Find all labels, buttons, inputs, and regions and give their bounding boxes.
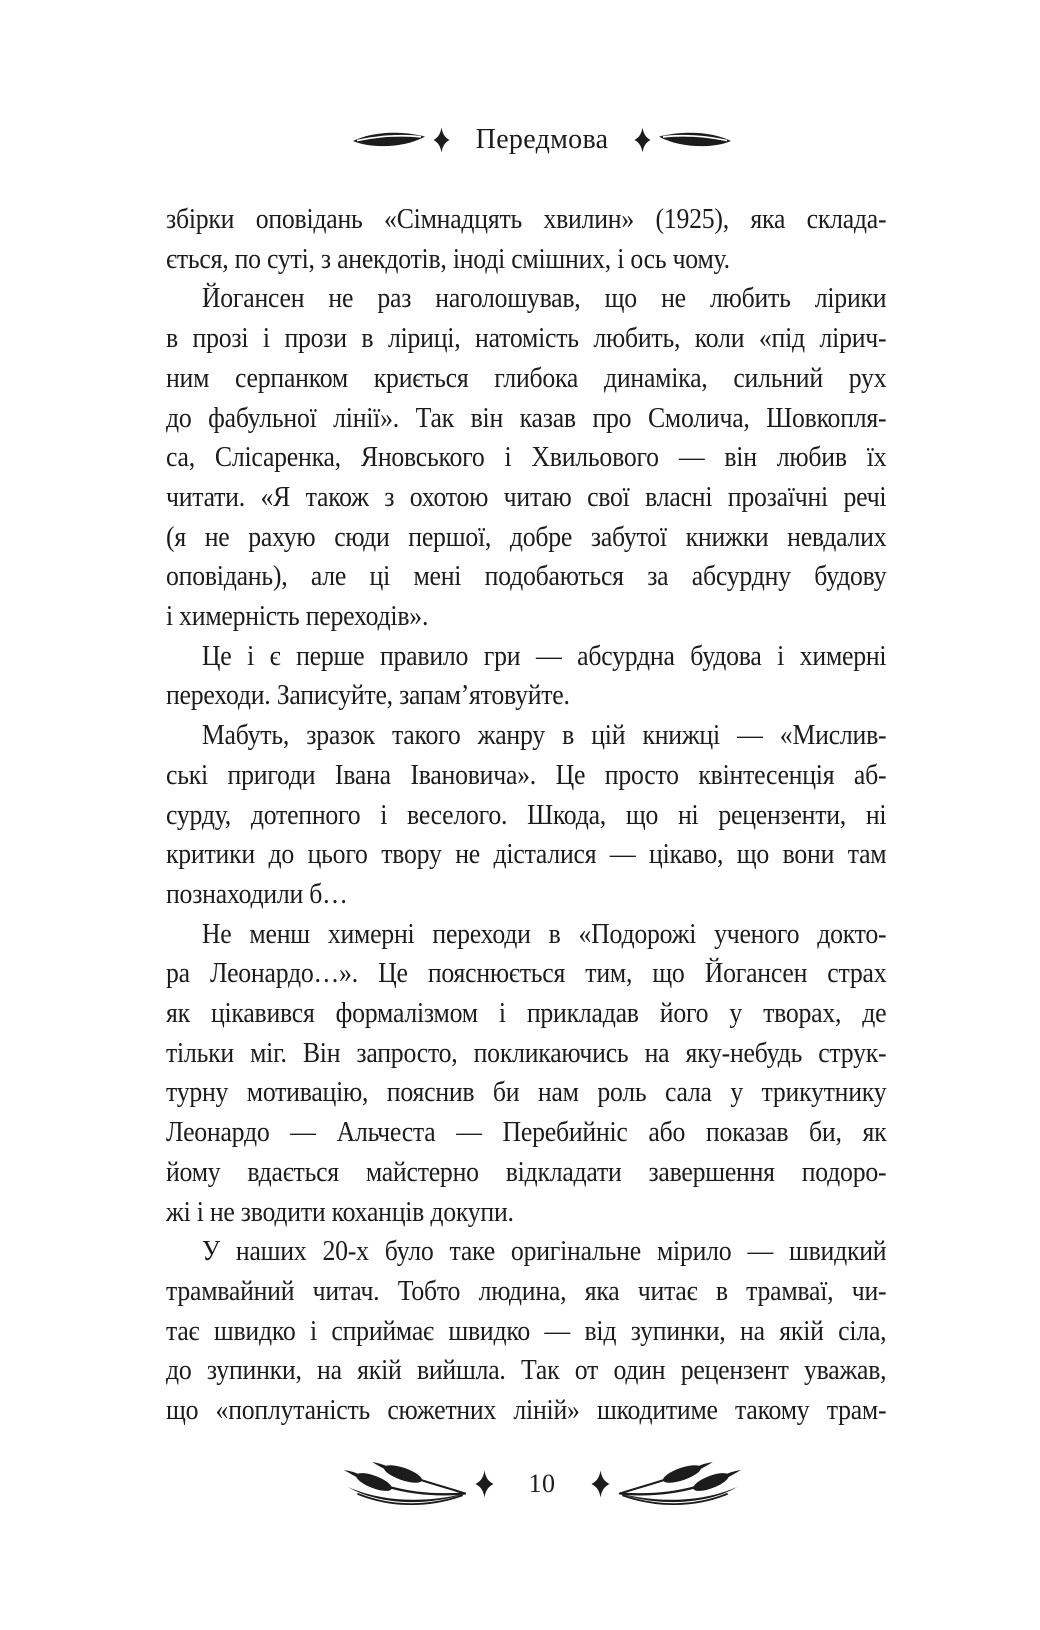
text-line: сурду, дотепного і веселого. Шкода, що ні рецензенти, ні [166, 799, 887, 831]
page-footer [0, 1460, 1040, 1508]
text-line: ра Леонардо…». Це пояснюється тим, що Йогансен страх [166, 958, 887, 990]
text-line: турну мотивацію, пояснив би нам роль сала у трикутнику [166, 1077, 887, 1109]
diamond-icon [433, 127, 450, 153]
leaf-ornament-icon [352, 129, 426, 151]
leaf-ornament-icon [658, 129, 732, 151]
text-line: са, Слісаренка, Яновського і Хвильового — він любив їх [166, 442, 887, 474]
paragraph [166, 637, 886, 716]
text-line: тільки міг. Він запросто, покликаючись на яку-небудь струк- [166, 1037, 887, 1069]
text-line: збірки оповідань «Сімнадцять хвилин» (1925), яка склада- [166, 204, 887, 235]
diamond-icon [591, 1470, 610, 1498]
text-line: читати. «Я також з охотою читаю свої власні прозаїчні речі [166, 481, 887, 513]
text-line: ські пригоди Івана Івановича». Це просто квінтесенція аб- [166, 759, 887, 791]
text-line: Леонардо — Альчеста — Перебийніс або показав би, як [166, 1117, 887, 1149]
cattail-ornament-icon [342, 1460, 468, 1508]
chapter-header [0, 122, 1040, 158]
text-line: Йогансен не раз наголошував, що не любить лірики [201, 283, 887, 315]
chapter-title: Передмова [475, 124, 609, 155]
text-line: познаходили б… [166, 878, 348, 910]
page-number: 10 [528, 1469, 556, 1498]
paragraph [166, 915, 886, 1233]
text-line: (я не рахую сюди першої, добре забутої книжки невдалих [166, 521, 887, 553]
paragraph [166, 716, 886, 915]
diamond-icon [634, 127, 651, 153]
text-line: йому вдається майстерно відкладати завершення подоро- [166, 1156, 887, 1188]
text-line: Не менш химерні переходи в «Подорожі ученого докто- [201, 918, 887, 950]
paragraph [166, 279, 886, 636]
text-line: оповідань), але ці мені подобаються за абсурдну будову [166, 561, 887, 593]
text-line: жі і не зводити коханців докупи. [166, 1196, 514, 1228]
text-line: Мабуть, зразок такого жанру в цій книжці — «Мислив- [201, 720, 887, 752]
text-line: як цікавився формалізмом і прикладав його у творах, де [166, 998, 887, 1030]
text-line: і химерність переходів». [166, 601, 429, 633]
text-line: що «поплутаність сюжетних ліній» шкодитиме такому трам- [166, 1395, 887, 1427]
text-line: ється, по суті, з анекдотів, іноді смішних, і ось чому. [166, 243, 730, 275]
diamond-icon [475, 1470, 494, 1498]
text-line: в прозі і прози в ліриці, натомість любить, коли «під лірич- [166, 323, 887, 355]
cattail-ornament-icon [617, 1460, 743, 1508]
paragraph [166, 200, 886, 279]
text-line: У наших 20-х було таке оригінальне мірило — швидкий [201, 1236, 887, 1268]
text-line: тає швидко і сприймає швидко — від зупинки, на якій сіла, [166, 1315, 887, 1347]
text-line: до фабульної лінії». Так він казав про Смолича, Шовкопля- [166, 402, 887, 434]
text-line: до зупинки, на якій вийшла. Так от один рецензент уважав, [166, 1355, 887, 1387]
text-line: ним серпанком криється глибока динаміка, сильний рух [166, 362, 887, 394]
paragraph [166, 1232, 886, 1431]
text-line: трамвайний читач. Тобто людина, яка читає в трамваї, чи- [166, 1275, 887, 1307]
text-line: критики до цього твору не дісталися — цікаво, що вони там [166, 839, 887, 871]
body-text [166, 200, 886, 1431]
text-line: Це і є перше правило гри — абсурдна будова і химерні [201, 640, 887, 672]
text-line: переходи. Записуйте, запам’ятовуйте. [166, 680, 570, 712]
